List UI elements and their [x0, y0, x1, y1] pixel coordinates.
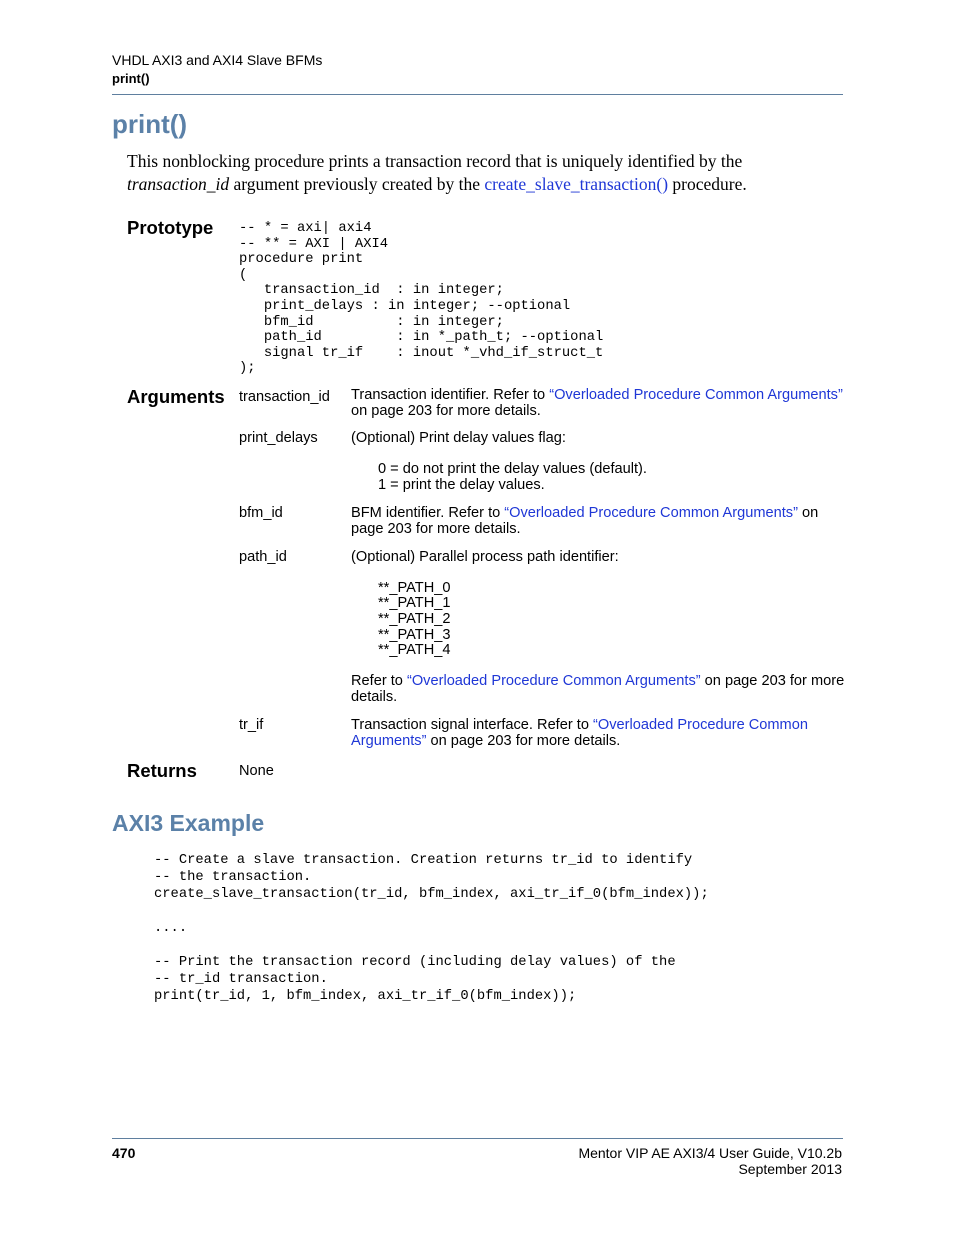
footer-guide-title: Mentor VIP AE AXI3/4 User Guide, V10.2b — [578, 1145, 842, 1161]
returns-value: None — [239, 763, 274, 779]
arg-desc-text: Refer to — [351, 673, 407, 689]
path-value-0: **_PATH_0 — [378, 580, 451, 596]
arg-desc-text: on page 203 for more details. — [426, 733, 621, 749]
arg-desc-text: BFM identifier. Refer to — [351, 505, 505, 521]
arg-name-tr-if: tr_if — [239, 717, 264, 733]
arg-desc-text: Transaction identifier. Refer to — [351, 387, 550, 403]
prototype-label: Prototype — [127, 217, 214, 238]
path-value-3: **_PATH_3 — [378, 627, 451, 643]
running-header-chapter: VHDL AXI3 and AXI4 Slave BFMs — [112, 52, 323, 68]
intro-text-3: procedure. — [668, 174, 747, 194]
example-code: -- Create a slave transaction. Creation returns tr_id to identify -- the transaction. create_slave_transaction(tr_id, bfm_index, axi_tr_if_0(bfm_index)); .... -- Print the transaction record (including delay values) of the -- tr_id transaction. print(tr_id, 1, bfm_index, axi_tr_if_0(bfm_index)); — [154, 853, 709, 1004]
intro-arg: transaction_id — [127, 174, 230, 194]
path-value-2: **_PATH_2 — [378, 611, 451, 627]
footer-date: September 2013 — [738, 1161, 842, 1177]
create-slave-transaction-link[interactable]: create_slave_transaction() — [484, 174, 669, 194]
path-id-reference — [351, 673, 846, 705]
example-heading: AXI3 Example — [112, 810, 265, 836]
page-title: print() — [112, 109, 188, 139]
returns-label: Returns — [127, 760, 197, 781]
arg-desc-transaction-id — [351, 387, 846, 419]
print-delays-value-0: 0 = do not print the delay values (default). — [378, 461, 647, 477]
arg-name-print-delays: print_delays — [239, 430, 318, 446]
header-rule — [112, 94, 843, 95]
arg-name-path-id: path_id — [239, 549, 287, 565]
path-value-1: **_PATH_1 — [378, 595, 451, 611]
arguments-label: Arguments — [127, 386, 225, 407]
arg-desc-text: Transaction signal interface. Refer to — [351, 717, 593, 733]
arg-desc-path-id: (Optional) Parallel process path identifier: — [351, 549, 619, 565]
page-number: 470 — [112, 1145, 136, 1161]
intro-text-1: This nonblocking procedure prints a transaction record that is uniquely identified by the — [127, 151, 743, 171]
overloaded-args-link[interactable]: “Overloaded Procedure Common Arguments” — [549, 387, 843, 403]
footer-info — [578, 1145, 842, 1177]
running-header-section: print() — [112, 71, 150, 86]
intro-paragraph — [127, 150, 827, 196]
intro-text-2: argument previously created by the — [229, 174, 485, 194]
arg-desc-text: on page 203 for more details. — [351, 505, 819, 537]
arg-name-bfm-id: bfm_id — [239, 505, 283, 521]
arg-desc-bfm-id — [351, 505, 846, 537]
arg-desc-print-delays: (Optional) Print delay values flag: — [351, 430, 566, 446]
arg-name-transaction-id: transaction_id — [239, 389, 330, 405]
overloaded-args-link[interactable]: “Overloaded Procedure Common Arguments” — [351, 717, 808, 749]
print-delays-value-1: 1 = print the delay values. — [378, 477, 545, 493]
overloaded-args-link[interactable]: “Overloaded Procedure Common Arguments” — [504, 505, 798, 521]
prototype-code: -- * = axi| axi4 -- ** = AXI | AXI4 procedure print ( transaction_id : in integer; print_delays : in integer; --optional bfm_id : in integer; path_id : in *_path_t; --optional signal tr_if : inout *_vhd_if_struct_t ); — [239, 221, 604, 377]
arg-desc-text: on page 203 for more details. — [351, 403, 541, 419]
overloaded-args-link[interactable]: “Overloaded Procedure Common Arguments” — [406, 673, 701, 689]
path-value-4: **_PATH_4 — [378, 642, 451, 658]
arg-desc-text: on page 203 for more details. — [351, 673, 845, 705]
arg-desc-tr-if — [351, 717, 846, 749]
footer-rule — [112, 1138, 843, 1139]
